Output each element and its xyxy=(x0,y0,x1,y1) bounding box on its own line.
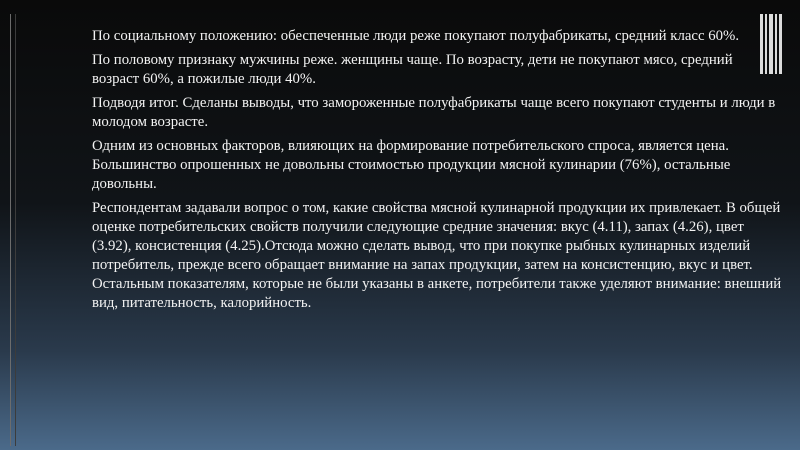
paragraph-consumer-properties: Респондентам задавали вопрос о том, какие свойства мясной кулинарной продукции их привлекает. В общей оценке потребительских свойств получили следующие средние значения: вкус (4.11), запах (4.26), цвет (3.92), консистенция (4.25).Отсюда можно сделать вывод, что при покупке рыбных кулинарных изделий потребитель, прежде всего обращает внимание на запах продукции, затем на консистенцию, вкус и цвет. Остальным показателям, которые не были указаны в анкете, потребители также уделяют внимание: внешний вид, питательность, калорийность. xyxy=(92,200,782,311)
slide-content xyxy=(92,27,782,318)
paragraph-summary: Подводя итог. Сделаны выводы, что замороженные полуфабрикаты чаще всего покупают студенты и люди в молодом возрасте. xyxy=(92,95,776,130)
side-inner-line xyxy=(15,14,16,446)
paragraph-social-status: По социальному положению: обеспеченные люди реже покупают полуфабрикаты, средний класс 60%. xyxy=(92,28,740,44)
paragraph-gender-age: По половому признаку мужчины реже. женщины чаще. По возрасту, дети не покупают мясо, средний возраст 60%, а пожилые люди 40%. xyxy=(92,52,733,87)
paragraph-price-factor: Одним из основных факторов, влияющих на формирование потребительского спроса, является цена. Большинство опрошенных не довольны стоимостью продукции мясной кулинарии (76%), остальные довольны. xyxy=(92,138,731,192)
side-line-decoration xyxy=(10,14,39,446)
